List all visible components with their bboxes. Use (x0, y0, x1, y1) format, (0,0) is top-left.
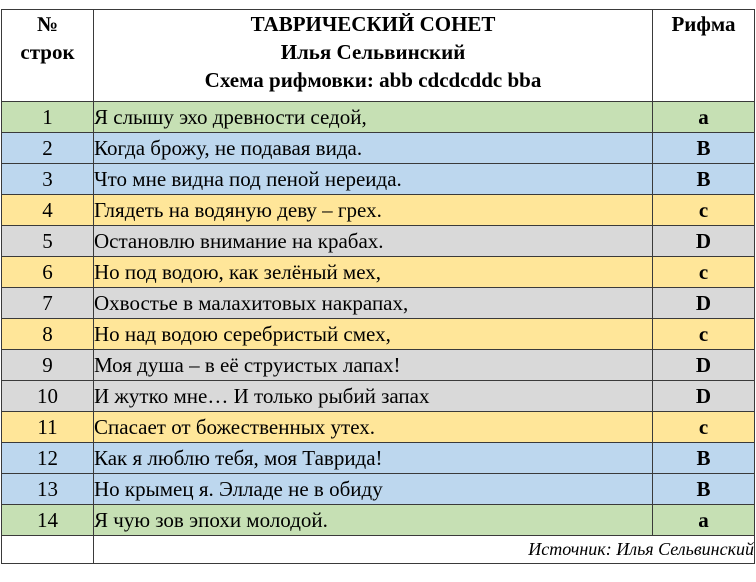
table-row (2, 257, 755, 288)
table-row (2, 319, 755, 350)
number-label: строк (20, 40, 75, 64)
title-header (94, 10, 653, 102)
source-empty-cell (2, 536, 94, 564)
line-rhyme: B (653, 443, 755, 474)
line-number: 4 (2, 195, 94, 226)
line-text: Охвостье в малахитовых накрапах, (94, 288, 653, 319)
line-text: Глядеть на водяную деву – грех. (94, 195, 653, 226)
line-text: Как я люблю тебя, моя Таврида! (94, 443, 653, 474)
table-row (2, 350, 755, 381)
line-text: И жутко мне… И только рыбий запах (94, 381, 653, 412)
line-rhyme: D (653, 381, 755, 412)
line-rhyme: D (653, 288, 755, 319)
line-number: 11 (2, 412, 94, 443)
line-rhyme: D (653, 350, 755, 381)
poem-author: Илья Сельвинский (280, 40, 466, 64)
line-number: 7 (2, 288, 94, 319)
line-text: Но над водою серебристый смех, (94, 319, 653, 350)
table-row (2, 474, 755, 505)
line-rhyme: a (653, 102, 755, 133)
line-number: 2 (2, 133, 94, 164)
line-number: 13 (2, 474, 94, 505)
line-number: 1 (2, 102, 94, 133)
line-rhyme: c (653, 319, 755, 350)
line-rhyme: c (653, 412, 755, 443)
line-rhyme: B (653, 164, 755, 195)
table-row (2, 226, 755, 257)
line-text: Что мне видна под пеной нереида. (94, 164, 653, 195)
table-row (2, 412, 755, 443)
line-number: 14 (2, 505, 94, 536)
line-text: Когда брожу, не подавая вида. (94, 133, 653, 164)
source-credit: Источник: Илья Сельвинский (94, 536, 755, 564)
line-rhyme: c (653, 257, 755, 288)
line-text: Я чую зов эпохи молодой. (94, 505, 653, 536)
table-row (2, 133, 755, 164)
line-number: 6 (2, 257, 94, 288)
table-row (2, 164, 755, 195)
line-rhyme: B (653, 133, 755, 164)
line-rhyme: B (653, 474, 755, 505)
line-number: 3 (2, 164, 94, 195)
table-row (2, 505, 755, 536)
rhyme-header: Рифма (653, 10, 755, 102)
line-rhyme: c (653, 195, 755, 226)
rhyme-scheme: Схема рифмовки: abb cdcdcddc bba (204, 68, 542, 92)
table-row (2, 381, 755, 412)
line-number: 5 (2, 226, 94, 257)
line-number: 8 (2, 319, 94, 350)
table-row (2, 195, 755, 226)
header-row (2, 10, 755, 102)
source-row (2, 536, 755, 564)
line-number: 10 (2, 381, 94, 412)
line-number: 12 (2, 443, 94, 474)
line-rhyme: a (653, 505, 755, 536)
line-text: Но под водою, как зелёный мех, (94, 257, 653, 288)
table-row (2, 288, 755, 319)
line-text: Я слышу эхо древности седой, (94, 102, 653, 133)
line-number-header (2, 10, 94, 102)
line-number: 9 (2, 350, 94, 381)
table-row (2, 102, 755, 133)
poem-title: ТАВРИЧЕСКИЙ СОНЕТ (250, 12, 496, 36)
line-text: Моя душа – в её струистых лапах! (94, 350, 653, 381)
table-row (2, 443, 755, 474)
line-text: Остановлю внимание на крабах. (94, 226, 653, 257)
number-sign: № (36, 12, 59, 36)
line-text: Но крымец я. Элладе не в обиду (94, 474, 653, 505)
line-rhyme: D (653, 226, 755, 257)
sonnet-table (1, 9, 755, 564)
line-text: Спасает от божественных утех. (94, 412, 653, 443)
